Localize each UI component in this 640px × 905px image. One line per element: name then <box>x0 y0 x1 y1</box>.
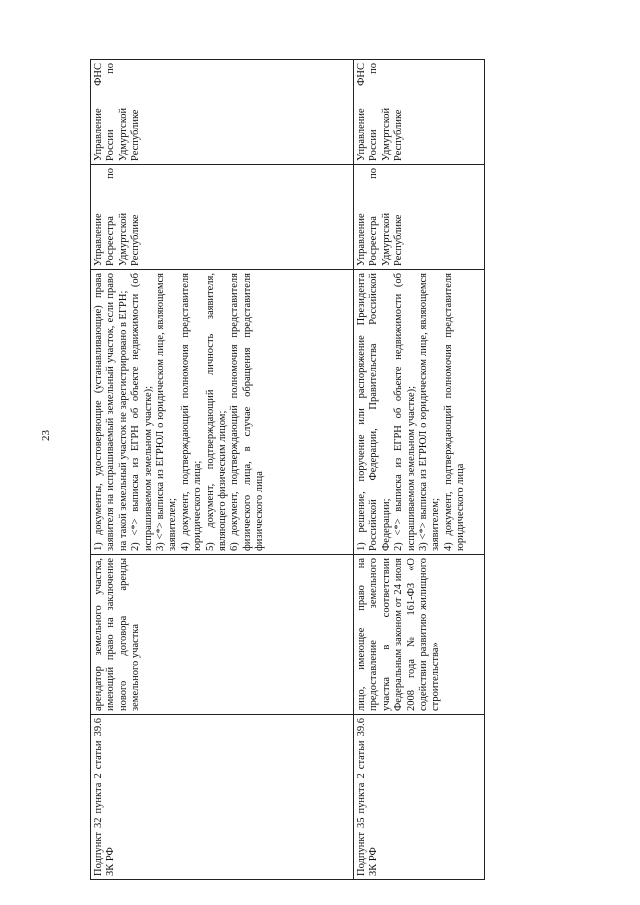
basis-cell: Подпункт 35 пункта 2 статьи 39.6 ЗК РФ <box>354 715 485 880</box>
document-item: 2) <*> выписка из ЕГРН об объекте недвижимости (об испрашиваемом земельном участке); <box>130 273 154 551</box>
document-item: 4) документ, подтверждающий полномочия представителя юридического лица; <box>179 273 204 551</box>
applicant-cell: лицо, имеющее право на предоставление земельного участка в соответствии Федеральным законом от 24 июля 2008 года № 161-ФЗ «О содействии развитию жилищного строительства» <box>354 555 485 715</box>
authority-fns-cell: Управление ФНС России по Удмуртской Республике <box>354 60 485 165</box>
document-item: 5) документ, подтверждающий личность заявителя, являющего физическим лицом; <box>204 273 229 551</box>
document-item: 3) <*> выписка из ЕГРЮЛ о юридическом лице, являющемся заявителем; <box>418 273 442 551</box>
documents-cell <box>91 270 354 555</box>
table-row <box>91 60 354 880</box>
document-item: 3) <*> выписка из ЕГРЮЛ о юридическом лице, являющемся заявителем; <box>155 273 179 551</box>
authority-rosreestr-cell: Управление Росреестра по Удмуртской Республике <box>354 165 485 270</box>
authority-rosreestr-cell: Управление Росреестра по Удмуртской Республике <box>91 165 354 270</box>
basis-cell: Подпункт 32 пункта 2 статьи 39.6 ЗК РФ <box>91 715 354 880</box>
document-item: 4) документ, подтверждающий полномочия представителя юридического лица <box>442 273 467 551</box>
document-table-rotated <box>90 60 484 880</box>
document-item: 1) документы, удостоверяющие (устанавливающие) права заявителя на испрашиваемый земельный участок, если право на такой земельный участок не зарегистрировано в ЕГРН; <box>93 273 129 551</box>
authority-fns-cell: Управление ФНС России по Удмуртской Республике <box>91 60 354 165</box>
table-row <box>354 60 485 880</box>
documents-cell <box>354 270 485 555</box>
documents-table <box>90 59 485 880</box>
document-item: 1) решение, поручение или распоряжение Президента Российской Федерации, Правительства Российской Федерации; <box>356 273 392 551</box>
page-number: 23 <box>40 430 52 441</box>
document-item: 6) документ, подтверждающий полномочия представителя физического лица, в случае обращения представителя физического лица <box>229 273 266 551</box>
document-item: 2) <*> выписка из ЕГРН об объекте недвижимости (об испрашиваемом земельном участке); <box>393 273 417 551</box>
applicant-cell: арендатор земельного участка, имеющий право на заключение нового договора аренды земельного участка <box>91 555 354 715</box>
